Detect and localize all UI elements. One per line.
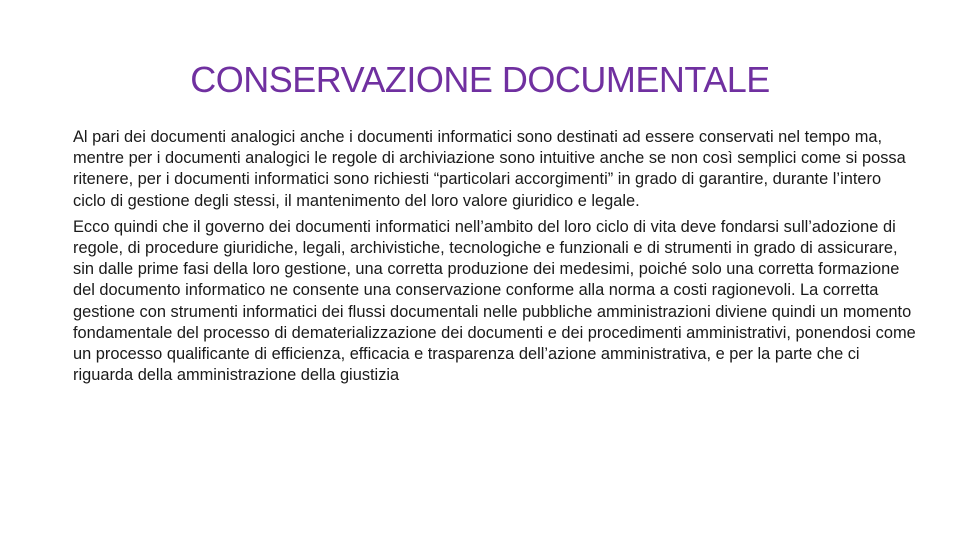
slide-title: CONSERVAZIONE DOCUMENTALE [190, 59, 770, 100]
paragraph: Al pari dei documenti analogici anche i documenti informatici sono destinati ad essere conservati nel tempo ma, mentre per i documenti analogici le regole di archiviazione sono intuitive anche se non così semplici come si possa ritenere, per i documenti informatici sono richiesti “particolari accorgimenti” in grado di garantire, durante l’intero ciclo di gestione degli stessi, il mantenimento del loro valore giuridico e legale. [73, 128, 906, 210]
paragraph: Ecco quindi che il governo dei documenti informatici nell’ambito del loro ciclo di vita deve fondarsi sull’adozione di regole, di procedure giuridiche, legali, archivistiche, tecnologiche e funzionali e di strumenti in grado di assicurare, sin dalle prime fasi della loro gestione, una corretta produzione dei medesimi, poiché solo una corretta formazione del documento informatico ne consente una conservazione conforme alla norma a costi ragionevoli. La corretta gestione con strumenti informatici dei flussi documentali nelle pubbliche amministrazioni diviene quindi un momento fondamentale del processo di dematerializzazione dei documenti e dei procedimenti amministrativi, ponendosi come un processo qualificante di efficienza, efficacia e trasparenza dell’azione amministrativa, e per la parte che ci riguarda della amministrazione della giustizia [73, 217, 916, 385]
slide-body [73, 127, 918, 391]
